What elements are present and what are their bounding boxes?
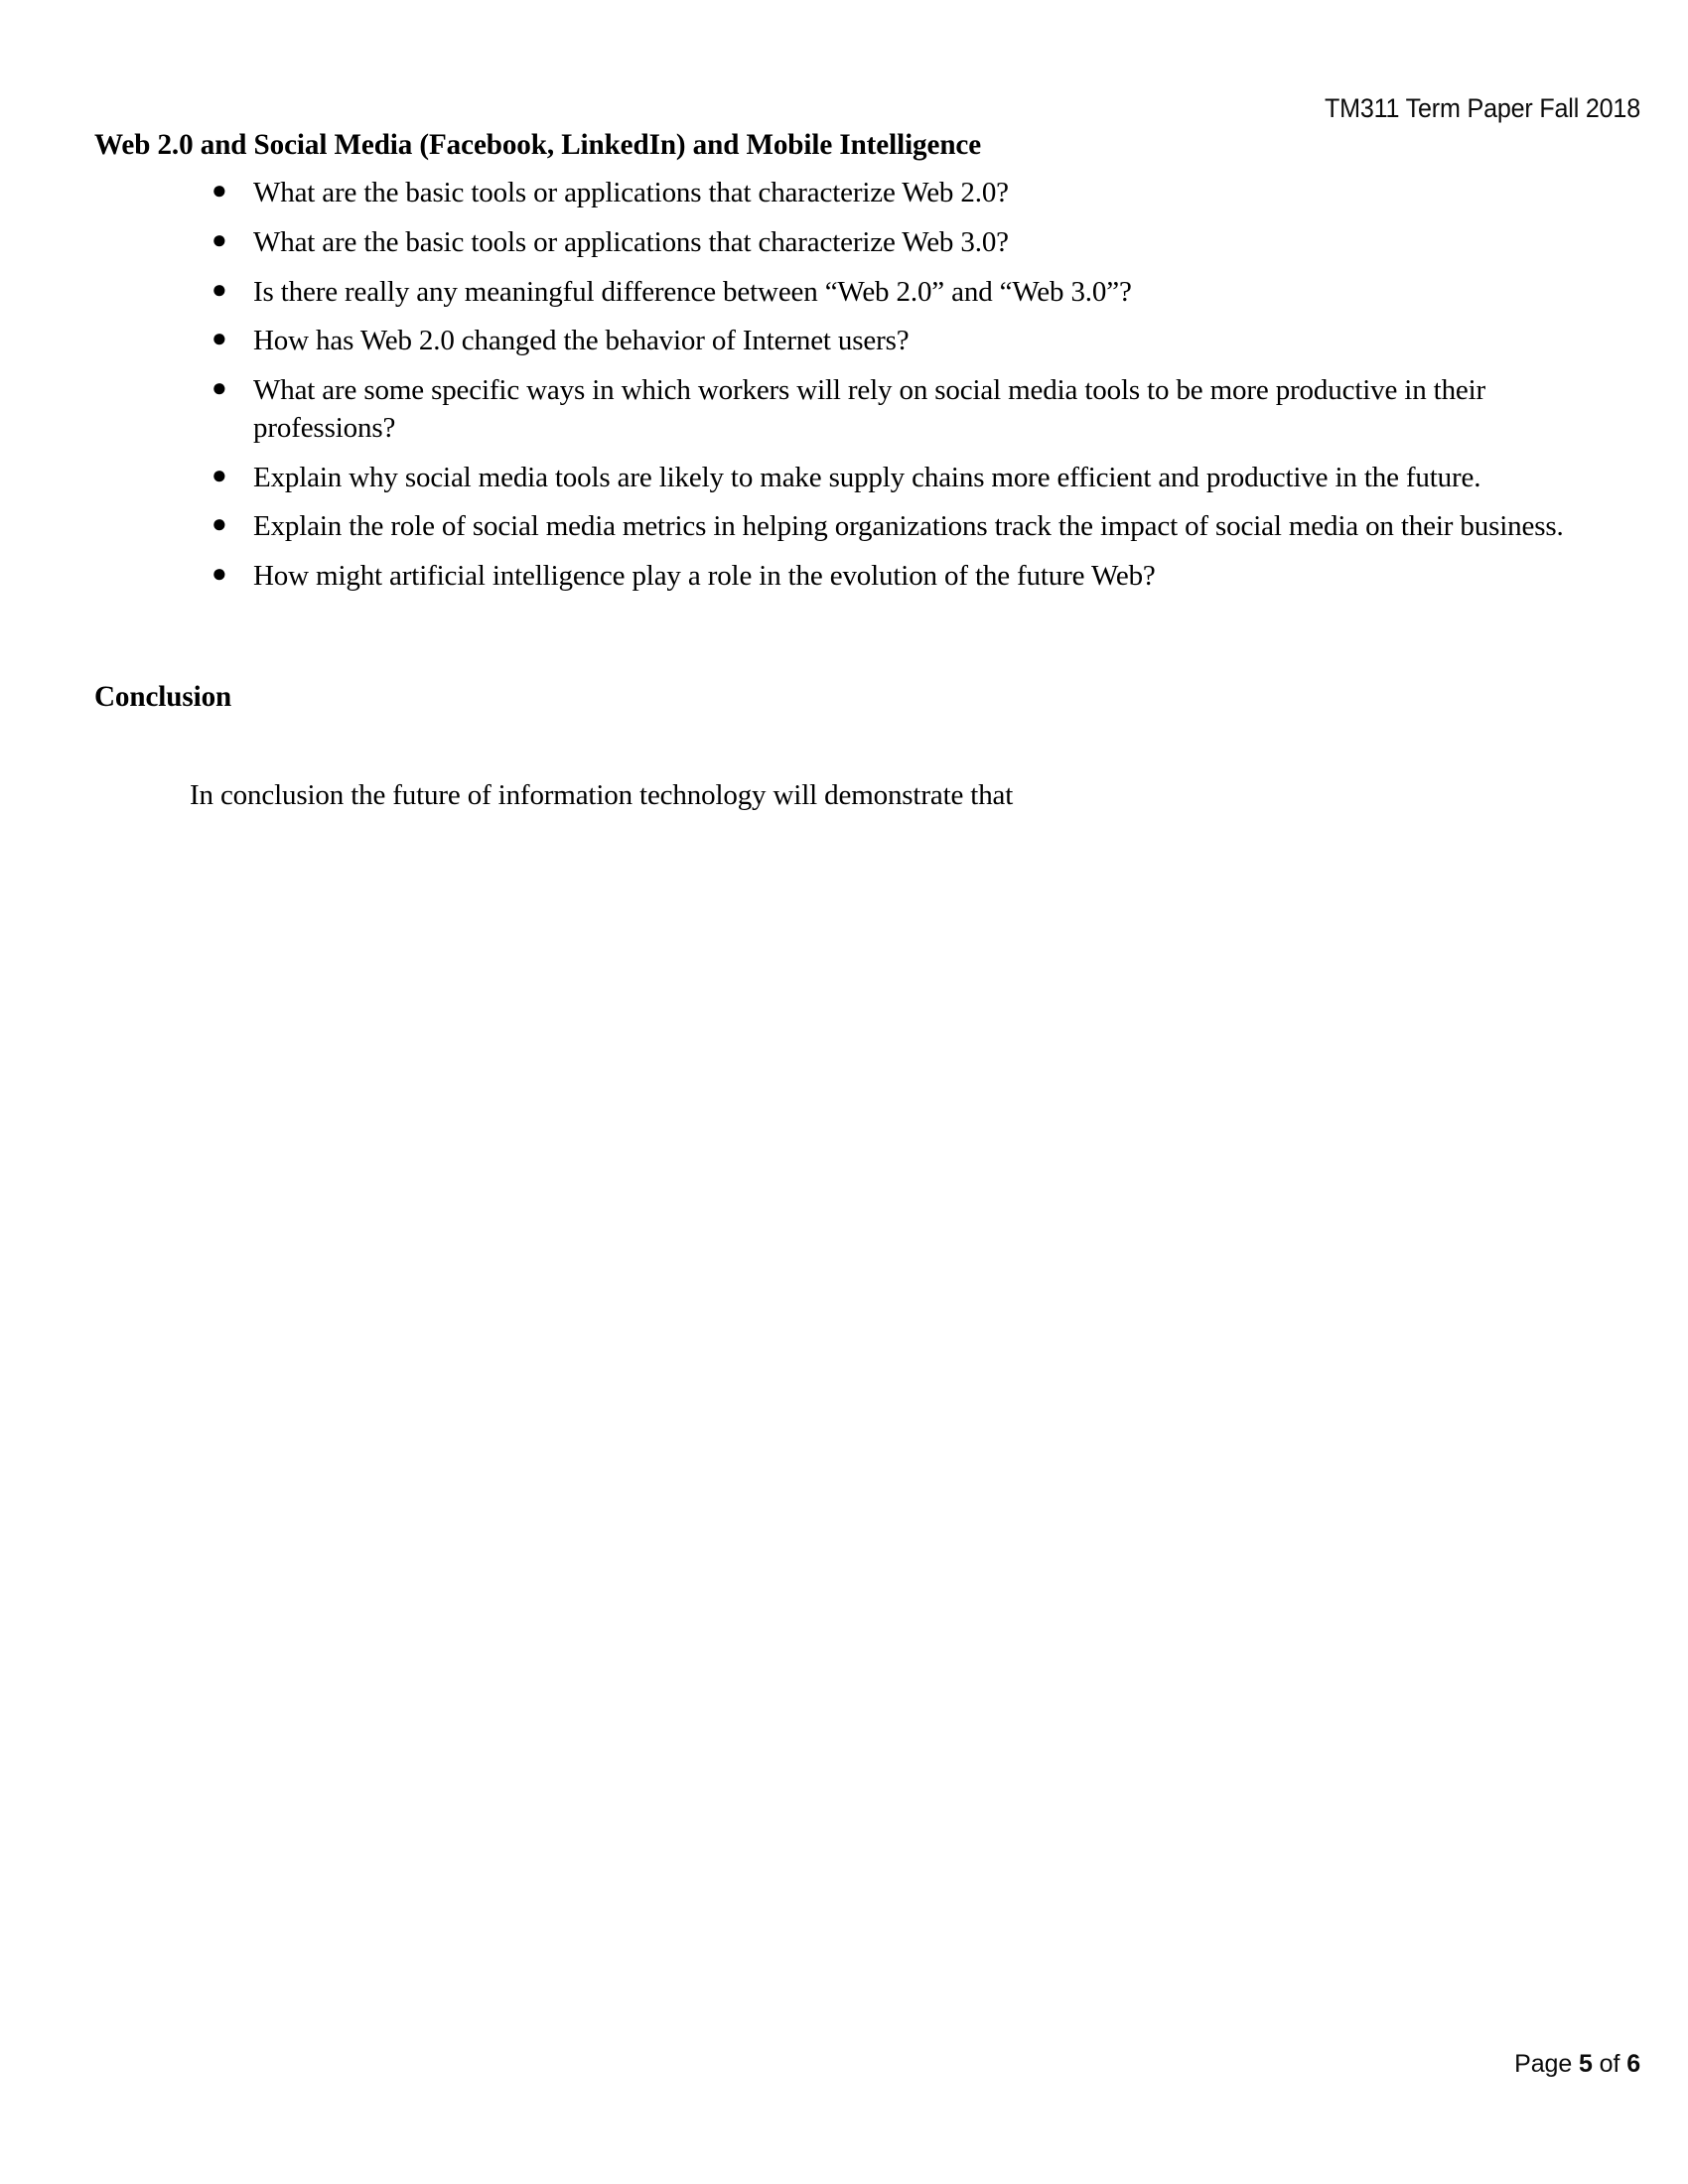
- bullet-point-icon: ●: [211, 372, 227, 402]
- list-item: [94, 459, 1604, 497]
- list-item-text: What are the basic tools or applications that characterize Web 3.0?: [253, 225, 1009, 258]
- list-item-text: Explain the role of social media metrics in helping organizations track the impact of social media on their business.: [253, 510, 1564, 543]
- list-item: [94, 174, 1604, 212]
- document-body: [94, 127, 1604, 814]
- list-item-text: What are the basic tools or applications that characterize Web 2.0?: [253, 177, 1009, 209]
- section-heading: Web 2.0 and Social Media (Facebook, LinkedIn) and Mobile Intelligence: [94, 128, 982, 161]
- list-item-text: What are some specific ways in which workers will rely on social media tools to be more productive in their professions?: [253, 373, 1486, 445]
- running-footer: [94, 2051, 1640, 2079]
- footer-current-page: 5: [1579, 2049, 1593, 2078]
- list-item: [94, 557, 1604, 596]
- list-item: [94, 507, 1604, 546]
- list-item: [94, 223, 1604, 262]
- running-header: TM311 Term Paper Fall 2018: [1324, 93, 1640, 123]
- list-item: [94, 273, 1604, 312]
- list-item-text: How has Web 2.0 changed the behavior of Internet users?: [253, 325, 910, 357]
- footer-page-label: Page: [1514, 2049, 1573, 2078]
- footer-total-pages: 6: [1626, 2049, 1640, 2078]
- list-item-text: Is there really any meaningful difference between “Web 2.0” and “Web 3.0”?: [253, 275, 1132, 308]
- list-item-text: How might artificial intelligence play a role in the evolution of the future Web?: [253, 559, 1156, 592]
- list-item: [94, 322, 1604, 360]
- bullet-point-icon: ●: [211, 274, 227, 304]
- list-item-text: Explain why social media tools are likely to make supply chains more efficient and productive in the future.: [253, 461, 1481, 493]
- bullet-point-icon: ●: [211, 509, 227, 539]
- bullet-point-icon: ●: [211, 224, 227, 254]
- list-item: [94, 371, 1604, 448]
- conclusion-paragraph: In conclusion the future of information technology will demonstrate that: [190, 778, 1014, 811]
- bullet-point-icon: ●: [211, 558, 227, 588]
- bullet-point-icon: ●: [211, 460, 227, 489]
- bullet-point-icon: ●: [211, 324, 227, 353]
- conclusion-heading: Conclusion: [94, 680, 232, 714]
- bullet-point-icon: ●: [211, 176, 227, 205]
- footer-of-label: of: [1599, 2049, 1620, 2078]
- question-bullet-list: [94, 174, 1604, 595]
